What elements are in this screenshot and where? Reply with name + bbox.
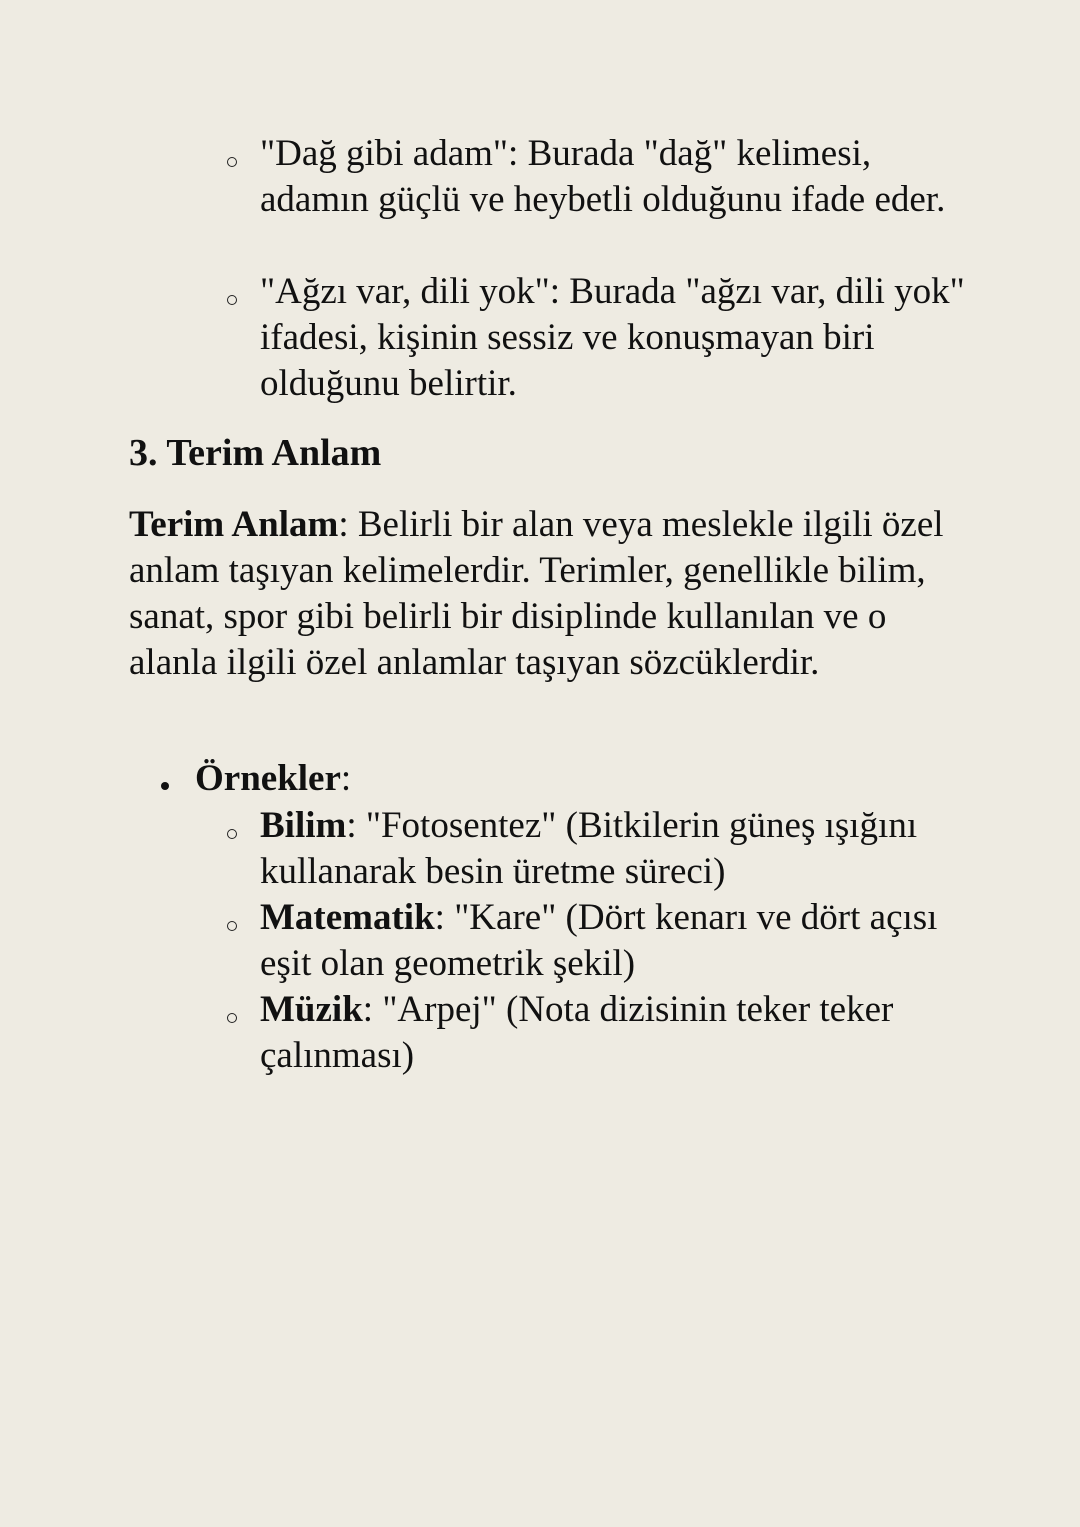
sub-bullet-icon xyxy=(227,1013,237,1023)
example-separator: : xyxy=(362,989,374,1030)
examples-label-separator: : xyxy=(340,758,352,799)
example-separator: : xyxy=(346,805,357,846)
definition-separator: : xyxy=(338,504,349,545)
example-text: "Kare" (Dört kenarı ve dört açısı eşit olan geometrik şekil) xyxy=(260,897,938,984)
definition-term: Terim Anlam xyxy=(129,504,339,545)
sub-bullet-icon xyxy=(227,921,237,931)
example-field: Matematik xyxy=(260,897,435,938)
example-text: "Fotosentez" (Bitkilerin güneş ışığını kullanarak besin üretme süreci) xyxy=(260,805,918,892)
definition-paragraph xyxy=(129,502,979,686)
sub-bullet-icon xyxy=(227,829,237,839)
list-item: "Dağ gibi adam": Burada "dağ" kelimesi, adamın güçlü ve heybetli olduğunu ifade eder. xyxy=(260,133,946,220)
definition-text: Belirli bir alan veya meslekle ilgili özel anlam taşıyan kelimelerdir. Terimler, genellikle bilim, sanat, spor gibi belirli bir disiplinde kullanılan ve o alanla ilgili özel anlamlar taşıyan sözcüklerdir. xyxy=(129,504,944,683)
list-item: "Ağzı var, dili yok": Burada "ağzı var, dili yok" ifadesi, kişinin sessiz ve konuşmayan biri olduğunu belirtir. xyxy=(260,271,965,404)
example-field: Bilim xyxy=(260,805,347,846)
sub-bullet-icon xyxy=(227,157,237,167)
example-item-muzik xyxy=(260,987,980,1079)
bullet-icon xyxy=(161,782,169,790)
example-separator: : xyxy=(434,897,445,938)
example-field: Müzik xyxy=(260,989,363,1030)
example-item-matematik xyxy=(260,895,980,987)
examples-label-text: Örnekler xyxy=(195,758,341,799)
examples-label xyxy=(195,756,351,802)
section-heading: 3. Terim Anlam xyxy=(129,432,382,474)
example-text: "Arpej" (Nota dizisinin teker teker çalınması) xyxy=(260,989,894,1076)
example-item-bilim xyxy=(260,803,980,895)
sub-bullet-icon xyxy=(227,295,237,305)
